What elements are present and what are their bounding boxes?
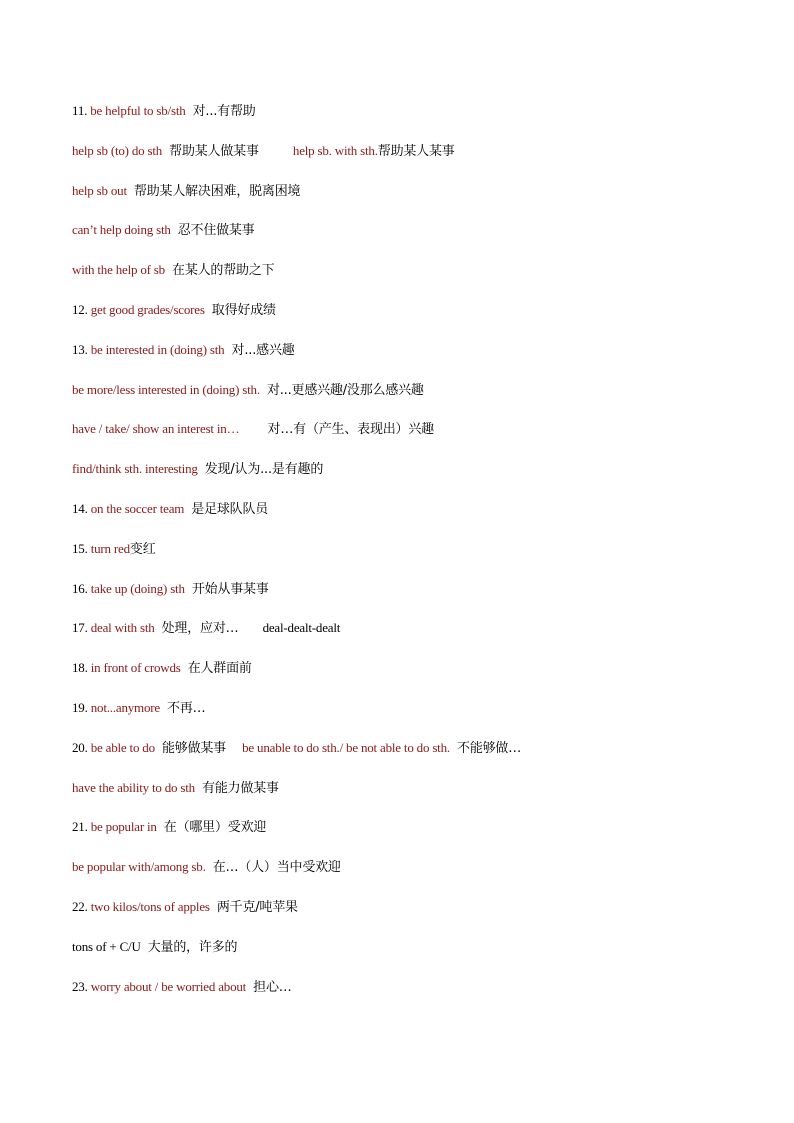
english-phrase: with the help of sb xyxy=(72,262,165,278)
chinese-meaning: 在某人的帮助之下 xyxy=(172,263,275,279)
chinese-meaning-secondary: 帮助某人某事 xyxy=(377,143,455,159)
english-phrase: be popular with/among sb. xyxy=(72,859,206,875)
chinese-meaning: 担心… xyxy=(253,979,292,995)
item-number: 19. xyxy=(72,699,88,715)
list-item xyxy=(72,778,762,818)
item-number: 15. xyxy=(72,540,88,556)
list-item xyxy=(72,937,762,977)
item-number: 18. xyxy=(72,660,88,676)
list-item xyxy=(72,977,762,1017)
english-phrase: take up (doing) sth xyxy=(90,580,185,596)
item-number: 23. xyxy=(72,978,88,994)
chinese-meaning: 对...更感兴趣/没那么感兴趣 xyxy=(266,382,424,398)
english-phrase: help sb out xyxy=(72,182,127,198)
english-phrase: on the soccer team xyxy=(90,500,185,516)
english-phrase: have / take/ show an interest in… xyxy=(72,421,240,437)
item-number: 22. xyxy=(72,898,88,914)
english-phrase: two kilos/tons of apples xyxy=(90,898,210,914)
chinese-meaning: 对...有帮助 xyxy=(192,104,256,119)
english-phrase: not...anymore xyxy=(90,699,160,715)
chinese-meaning: 是足球队队员 xyxy=(191,501,269,517)
list-item xyxy=(72,300,762,340)
english-phrase: be interested in (doing) sth xyxy=(90,341,225,357)
chinese-meaning: 有能力做某事 xyxy=(202,780,279,796)
chinese-meaning: 取得好成绩 xyxy=(211,302,276,318)
item-number: 13. xyxy=(72,341,88,357)
list-item xyxy=(72,539,762,579)
chinese-meaning: 对…有（产生、表现出）兴趣 xyxy=(267,422,434,438)
chinese-meaning: 帮助某人解决困难，脱离困境 xyxy=(133,183,301,199)
list-item xyxy=(72,817,762,857)
english-phrase: deal with sth xyxy=(90,620,155,636)
list-item xyxy=(72,340,762,380)
list-item xyxy=(72,738,762,778)
list-item xyxy=(72,419,762,459)
chinese-meaning: 两千克/吨苹果 xyxy=(216,899,298,915)
item-number: 16. xyxy=(72,580,88,596)
english-phrase: get good grades/scores xyxy=(90,301,205,317)
item-number: 17. xyxy=(72,620,88,636)
english-phrase: tons of + C/U xyxy=(72,938,141,954)
list-item xyxy=(72,380,762,420)
chinese-meaning: 开始从事某事 xyxy=(191,581,269,597)
chinese-meaning: 在人群面前 xyxy=(187,661,252,677)
list-item xyxy=(72,658,762,698)
english-phrase: be more/less interested in (doing) sth. xyxy=(72,381,260,397)
list-item xyxy=(72,618,762,658)
item-number: 21. xyxy=(72,819,88,835)
verb-forms: deal-dealt-dealt xyxy=(262,620,341,636)
item-number: 14. xyxy=(72,500,88,516)
english-phrase: be helpful to sb/sth xyxy=(90,103,186,118)
chinese-meaning: 大量的，许多的 xyxy=(147,939,238,955)
list-item xyxy=(72,220,762,260)
item-number: 20. xyxy=(72,739,88,755)
chinese-meaning: 变红 xyxy=(129,541,156,557)
list-item xyxy=(72,101,762,141)
list-item xyxy=(72,857,762,897)
english-phrase: be popular in xyxy=(90,819,157,835)
item-number: 11. xyxy=(72,103,88,118)
chinese-meaning: 在（哪里）受欢迎 xyxy=(163,820,267,836)
item-number: 12. xyxy=(72,301,88,317)
english-phrase-secondary: help sb. with sth. xyxy=(292,142,378,158)
english-phrase: in front of crowds xyxy=(90,660,181,676)
list-item xyxy=(72,141,762,181)
english-phrase: be able to do xyxy=(90,739,155,755)
chinese-meaning: 能够做某事 xyxy=(161,740,226,756)
chinese-meaning: 不再… xyxy=(167,700,206,716)
list-item xyxy=(72,499,762,539)
chinese-meaning: 发现/认为...是有趣的 xyxy=(204,462,324,478)
chinese-meaning: 帮助某人做某事 xyxy=(169,143,259,159)
english-phrase: help sb (to) do sth xyxy=(72,142,163,158)
english-phrase: turn red xyxy=(90,540,130,556)
list-item xyxy=(72,459,762,499)
list-item xyxy=(72,897,762,937)
list-item xyxy=(72,579,762,619)
list-item xyxy=(72,181,762,221)
chinese-meaning: 处理，应对… xyxy=(161,621,239,637)
english-phrase: worry about / be worried about xyxy=(90,978,247,994)
chinese-meaning: 在…（人）当中受欢迎 xyxy=(212,860,341,876)
chinese-meaning: 对...感兴趣 xyxy=(231,342,295,358)
english-phrase: can’t help doing sth xyxy=(72,222,171,238)
chinese-meaning: 忍不住做某事 xyxy=(177,223,255,239)
list-item xyxy=(72,260,762,300)
vocabulary-list xyxy=(72,101,762,1016)
english-phrase: find/think sth. interesting xyxy=(72,461,198,477)
list-item xyxy=(72,698,762,738)
chinese-meaning-secondary: 不能够做… xyxy=(457,740,522,756)
english-phrase: have the ability to do sth xyxy=(72,779,195,795)
english-phrase-secondary: be unable to do sth./ be not able to do sth. xyxy=(242,739,450,755)
